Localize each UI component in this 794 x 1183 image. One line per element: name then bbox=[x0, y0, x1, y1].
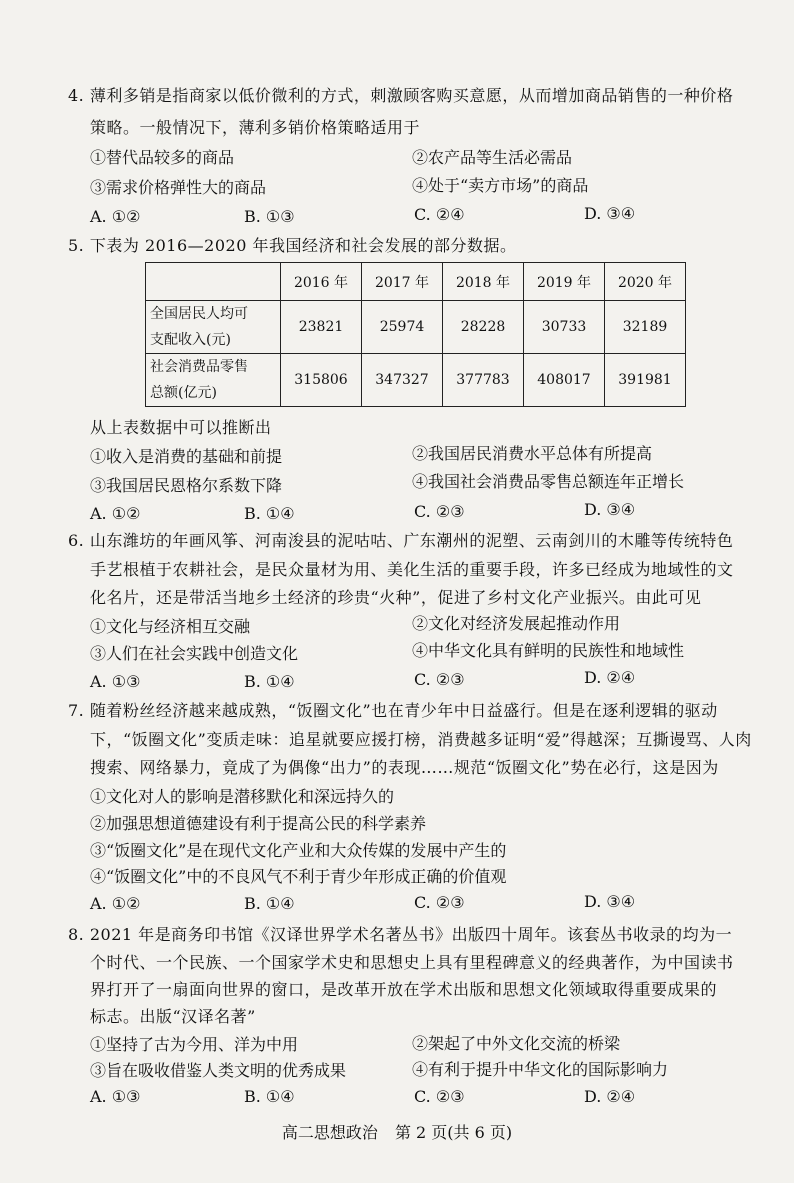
q7-choice-d[interactable]: D. ③④ bbox=[584, 892, 636, 911]
row-label-line1: 全国居民人均可 bbox=[150, 306, 248, 322]
q6-item-4: ④中华文化具有鲜明的民族性和地域性 bbox=[412, 641, 685, 660]
q8-item-2: ②架起了中外文化交流的桥梁 bbox=[412, 1034, 621, 1053]
footer-page-number: 第 2 页(共 6 页) bbox=[394, 1123, 513, 1142]
q8-item-4: ④有利于提升中华文化的国际影响力 bbox=[412, 1060, 669, 1079]
q8-stem-line2: 个时代、一个民族、一个国家学术史和思想史上具有里程碑意义的经典著作，为中国读书 bbox=[90, 953, 734, 972]
q8-choice-d[interactable]: D. ②④ bbox=[584, 1087, 636, 1106]
q7-choice-c[interactable]: C. ②③ bbox=[414, 893, 465, 912]
q7-stem-line1: 7. 随着粉丝经济越来越成熟，“饭圈文化”也在青少年中日益盛行。但是在逐利逻辑的驱动 bbox=[68, 701, 718, 720]
q7-item-1: ①文化对人的影响是潜移默化和深远持久的 bbox=[90, 787, 395, 806]
q6-item-2: ②文化对经济发展起推动作用 bbox=[412, 614, 621, 633]
table-cell: 25974 bbox=[362, 301, 443, 354]
table-header-2019: 2019 年 bbox=[524, 263, 605, 301]
row-label-line2: 总额(亿元) bbox=[150, 385, 217, 401]
q6-choice-b[interactable]: B. ①④ bbox=[244, 672, 295, 691]
q6-item-3: ③人们在社会实践中创造文化 bbox=[90, 644, 299, 663]
q4-choice-a[interactable]: A. ①② bbox=[90, 207, 141, 226]
table-cell: 32189 bbox=[605, 301, 686, 354]
table-row bbox=[146, 301, 686, 354]
q7-item-2: ②加强思想道德建设有利于提高公民的科学素养 bbox=[90, 814, 427, 833]
table-header-corner bbox=[146, 263, 281, 301]
q4-item-1: ①替代品较多的商品 bbox=[90, 148, 235, 167]
q6-item-1: ①文化与经济相互交融 bbox=[90, 617, 251, 636]
q6-choice-c[interactable]: C. ②③ bbox=[414, 670, 465, 689]
q4-choice-b[interactable]: B. ①③ bbox=[244, 207, 295, 226]
row-label-line1: 社会消费品零售 bbox=[150, 359, 248, 375]
q7-item-4: ④“饭圈文化”中的不良风气不利于青少年形成正确的价值观 bbox=[90, 867, 507, 886]
table-cell: 391981 bbox=[605, 354, 686, 407]
q4-item-4: ④处于“卖方市场”的商品 bbox=[412, 176, 589, 195]
q5-data-table bbox=[145, 262, 686, 407]
table-cell: 347327 bbox=[362, 354, 443, 407]
table-row-label bbox=[146, 354, 281, 407]
q5-choice-c[interactable]: C. ②③ bbox=[414, 502, 465, 521]
table-header-2016: 2016 年 bbox=[281, 263, 362, 301]
q4-choice-c[interactable]: C. ②④ bbox=[414, 205, 465, 224]
q7-choice-a[interactable]: A. ①② bbox=[90, 894, 141, 913]
q7-item-3: ③“饭圈文化”是在现代文化产业和大众传媒的发展中产生的 bbox=[90, 841, 507, 860]
q5-choice-a[interactable]: A. ①② bbox=[90, 504, 141, 523]
q4-item-3: ③需求价格弹性大的商品 bbox=[90, 178, 267, 197]
table-header-row bbox=[146, 263, 686, 301]
table-row bbox=[146, 354, 686, 407]
q4-item-2: ②农产品等生活必需品 bbox=[412, 148, 573, 167]
table-cell: 30733 bbox=[524, 301, 605, 354]
q4-stem-line2: 策略。一般情况下，薄利多销价格策略适用于 bbox=[90, 118, 421, 137]
q8-item-1: ①坚持了古为今用、洋为中用 bbox=[90, 1035, 299, 1054]
table-row-label bbox=[146, 301, 281, 354]
q8-item-3: ③旨在吸收借鉴人类文明的优秀成果 bbox=[90, 1061, 347, 1080]
row-label-line2: 支配收入(元) bbox=[150, 332, 231, 348]
table-header-2018: 2018 年 bbox=[443, 263, 524, 301]
q5-item-1: ①收入是消费的基础和前提 bbox=[90, 447, 283, 466]
q5-prompt: 从上表数据中可以推断出 bbox=[90, 418, 272, 437]
q8-stem-line4: 标志。出版“汉译名著” bbox=[90, 1007, 256, 1026]
q7-choice-b[interactable]: B. ①④ bbox=[244, 894, 295, 913]
q6-stem-line3: 化名片，还是带活当地乡土经济的珍贵“火种”，促进了乡村文化产业振兴。由此可见 bbox=[90, 588, 702, 607]
table-cell: 408017 bbox=[524, 354, 605, 407]
footer-subject: 高二思想政治 bbox=[281, 1123, 378, 1142]
q5-choice-d[interactable]: D. ③④ bbox=[584, 500, 636, 519]
q6-choice-d[interactable]: D. ②④ bbox=[584, 668, 636, 687]
q8-choice-a[interactable]: A. ①③ bbox=[90, 1087, 141, 1106]
q5-item-2: ②我国居民消费水平总体有所提高 bbox=[412, 444, 653, 463]
table-cell: 28228 bbox=[443, 301, 524, 354]
q7-stem-line2: 下，“饭圈文化”变质走味：追星就要应援打榜，消费越多证明“爱”得越深；互撕谩骂、人肉 bbox=[90, 730, 752, 749]
q5-item-3: ③我国居民恩格尔系数下降 bbox=[90, 476, 283, 495]
q5-stem-line1: 5. 下表为 2016—2020 年我国经济和社会发展的部分数据。 bbox=[68, 236, 517, 255]
q4-stem-line1: 4. 薄利多销是指商家以低价微利的方式，刺激顾客购买意愿，从而增加商品销售的一种价格 bbox=[68, 86, 734, 105]
table-header-2017: 2017 年 bbox=[362, 263, 443, 301]
table-header-2020: 2020 年 bbox=[605, 263, 686, 301]
q4-choice-d[interactable]: D. ③④ bbox=[584, 204, 636, 223]
table-cell: 23821 bbox=[281, 301, 362, 354]
q6-stem-line2: 手艺根植于农耕社会，是民众量材为用、美化生活的重要手段，许多已经成为地域性的文 bbox=[90, 560, 734, 579]
q8-stem-line3: 界打开了一扇面向世界的窗口，是改革开放在学术出版和思想文化领域取得重要成果的 bbox=[90, 980, 718, 999]
q8-choice-c[interactable]: C. ②③ bbox=[414, 1087, 465, 1106]
q6-choice-a[interactable]: A. ①③ bbox=[90, 672, 141, 691]
q8-stem-line1: 8. 2021 年是商务印书馆《汉译世界学术名著丛书》出版四十周年。该套丛书收录的均为一 bbox=[68, 925, 733, 944]
q5-item-4: ④我国社会消费品零售总额连年正增长 bbox=[412, 472, 685, 491]
table-cell: 377783 bbox=[443, 354, 524, 407]
q8-choice-b[interactable]: B. ①④ bbox=[244, 1087, 295, 1106]
page-footer bbox=[0, 1120, 794, 1143]
q5-choice-b[interactable]: B. ①④ bbox=[244, 504, 295, 523]
q6-stem-line1: 6. 山东潍坊的年画风筝、河南浚县的泥咕咕、广东潮州的泥塑、云南剑川的木雕等传统特色 bbox=[68, 531, 734, 550]
table-cell: 315806 bbox=[281, 354, 362, 407]
q7-stem-line3: 搜索、网络暴力，竟成了为偶像“出力”的表现……规范“饭圈文化”势在必行，这是因为 bbox=[90, 758, 719, 777]
